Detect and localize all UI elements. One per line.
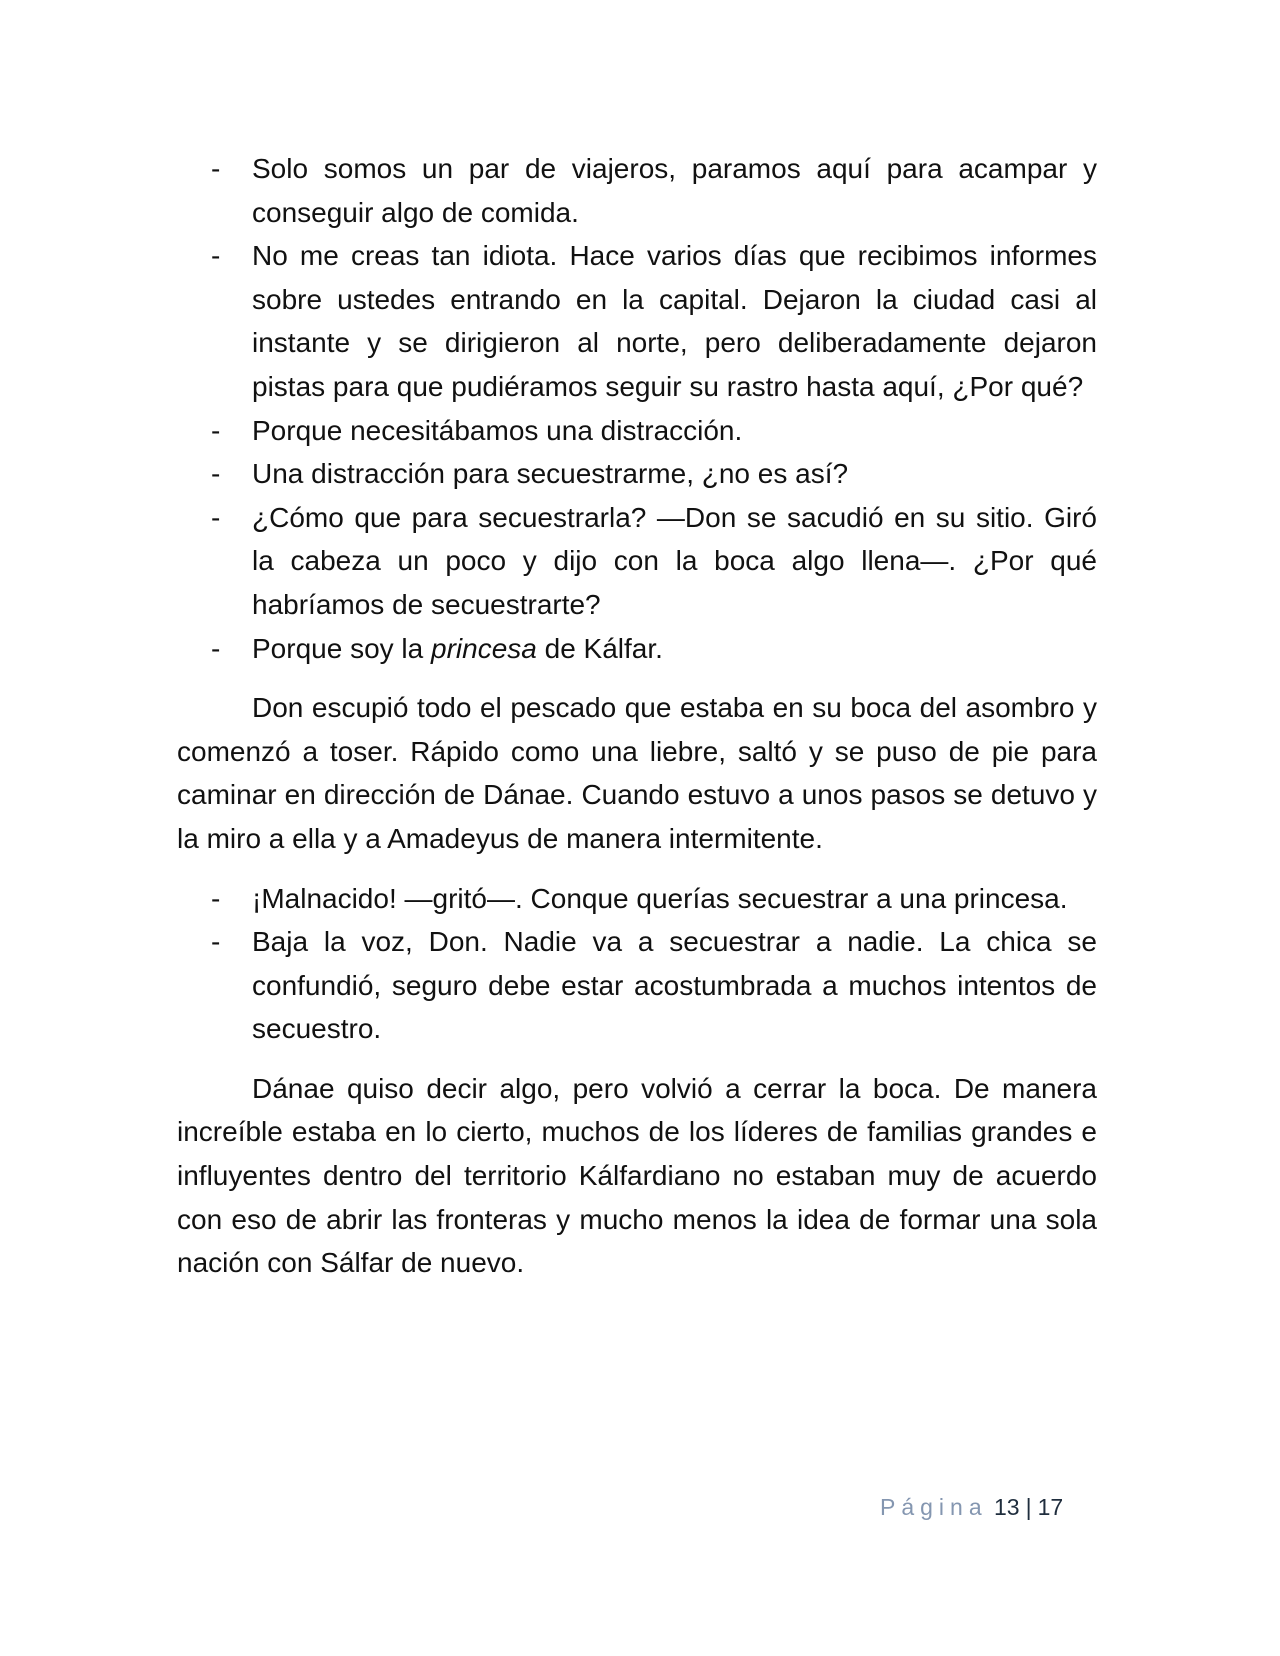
dialogue-line xyxy=(177,627,1097,671)
narrative-paragraph: Don escupió todo el pescado que estaba en su boca del asombro y comenzó a toser. Rápido como una liebre, saltó y se puso de pie para caminar en dirección de Dánae. Cuando estuvo a unos pasos se detuvo y la miro a ella y a Amadeyus de manera intermitente. xyxy=(177,692,1097,854)
dialogue-dash: - xyxy=(211,882,221,914)
dialogue-dash: - xyxy=(211,501,221,533)
dialogue-text: Una distracción para secuestrarme, ¿no es así? xyxy=(252,458,849,490)
dialogue-italic-word: princesa xyxy=(431,632,537,664)
document-page xyxy=(177,147,1097,1301)
dialogue-dash: - xyxy=(211,632,221,664)
dialogue-line xyxy=(177,877,1097,921)
page-number: 13 xyxy=(994,1494,1020,1520)
dialogue-dash: - xyxy=(211,414,221,446)
dialogue-dash: - xyxy=(211,153,221,184)
page-label: Página xyxy=(880,1494,988,1520)
dialogue-block-1 xyxy=(177,147,1097,670)
dialogue-line xyxy=(177,409,1097,453)
dialogue-line xyxy=(177,920,1097,1051)
dialogue-text: Baja la voz, Don. Nadie va a secuestrar a nadie. La chica se confundió, seguro debe estar acostumbrada a muchos intentos de secuestro. xyxy=(252,926,1097,1045)
dialogue-dash: - xyxy=(211,458,221,490)
dialogue-text: ¡Malnacido! —gritó—. Conque querías secuestrar a una princesa. xyxy=(252,882,1068,914)
dialogue-block-2 xyxy=(177,877,1097,1051)
dialogue-text-before: Porque soy la xyxy=(252,632,431,664)
page-total: 17 xyxy=(1037,1494,1064,1520)
dialogue-line xyxy=(177,496,1097,627)
dialogue-text: No me creas tan idiota. Hace varios días que recibimos informes sobre ustedes entrando en la capital. Dejaron la ciudad casi al instante y se dirigieron al norte, pero deliberadamente dejaron pistas para que pudiéramos seguir su rastro hasta aquí, ¿Por qué? xyxy=(252,240,1097,402)
page-footer xyxy=(880,1494,1063,1521)
dialogue-text: Porque necesitábamos una distracción. xyxy=(252,414,743,446)
dialogue-line xyxy=(177,234,1097,408)
dialogue-line xyxy=(177,452,1097,496)
dialogue-text: ¿Cómo que para secuestrarla? —Don se sacudió en su sitio. Giró la cabeza un poco y dijo con la boca algo llena—. ¿Por qué habríamos de secuestrarte? xyxy=(252,501,1097,620)
dialogue-line xyxy=(177,147,1097,234)
dialogue-dash: - xyxy=(211,926,221,958)
narrative-paragraph: Dánae quiso decir algo, pero volvió a cerrar la boca. De manera increíble estaba en lo cierto, muchos de los líderes de familias grandes e influyentes dentro del territorio Kálfardiano no estaban muy de acuerdo con eso de abrir las fronteras y mucho menos la idea de formar una sola nación con Sálfar de nuevo. xyxy=(177,1072,1097,1279)
dialogue-text-after: de Kálfar. xyxy=(536,632,663,664)
page-separator: | xyxy=(1025,1494,1032,1520)
dialogue-text: Solo somos un par de viajeros, paramos aquí para acampar y conseguir algo de comida. xyxy=(252,153,1097,228)
dialogue-dash: - xyxy=(211,240,221,272)
